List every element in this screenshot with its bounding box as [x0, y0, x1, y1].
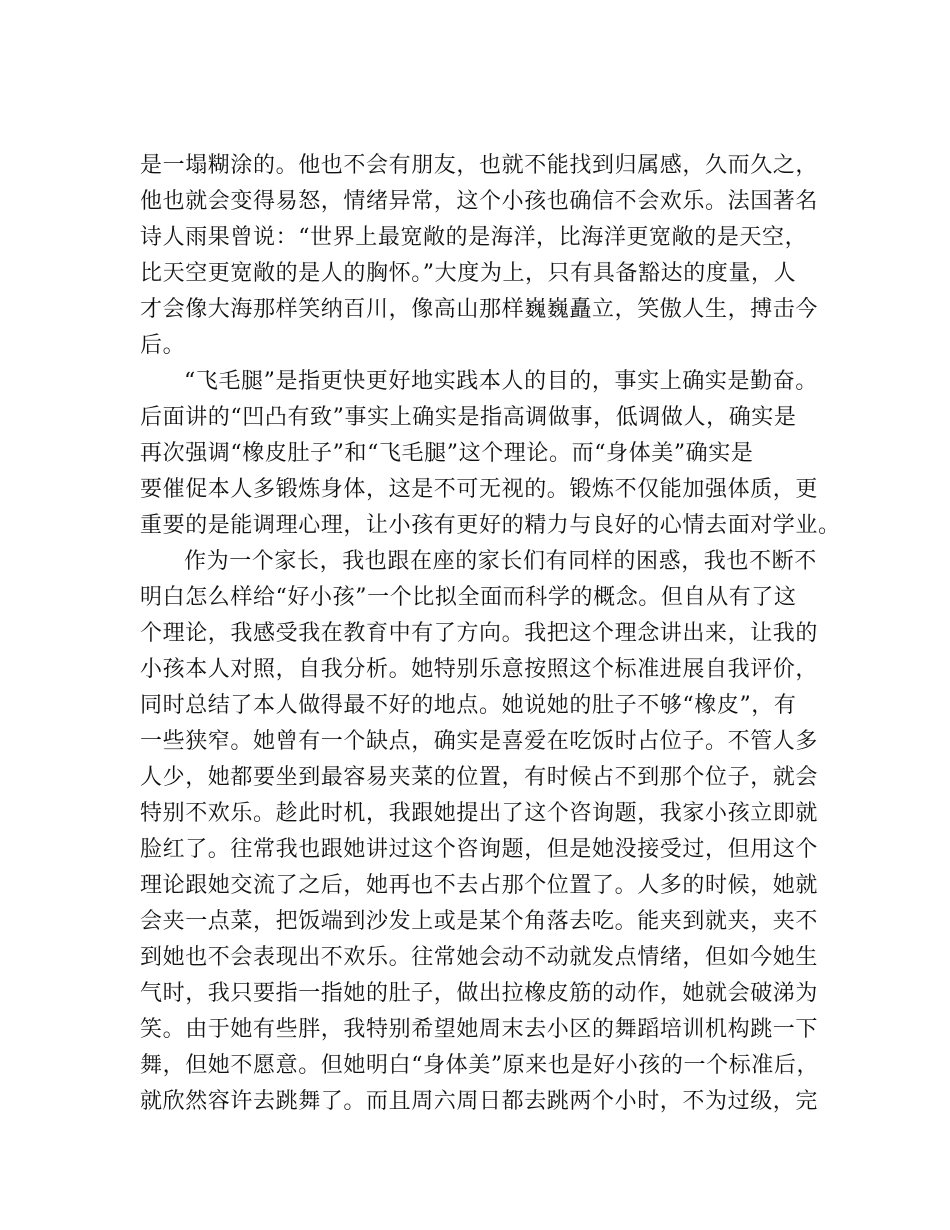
text-line: 个理论，我感受我在教育中有了方向。我把这个理念讲出来，让我的 — [140, 621, 819, 646]
text-line: 重要的是能调理心理，让小孩有更好的精力与良好的心情去面对学业。 — [140, 513, 841, 538]
paragraph-first-line: “飞毛腿”是指更快更好地实践本人的目的，事实上确实是勤奋。 — [184, 369, 818, 394]
text-line: 明白怎么样给“好小孩”一个比拟全面而科学的概念。但自从有了这 — [140, 585, 797, 610]
text-line: 再次强调“橡皮肚子”和“飞毛腿”这个理论。而“身体美”确实是 — [140, 441, 754, 466]
text-line: 气时，我只要指一指她的肚子，做出拉橡皮筋的动作，她就会破涕为 — [140, 981, 819, 1006]
text-line: 小孩本人对照，自我分析。她特别乐意按照这个标准进展自我评价， — [140, 657, 819, 682]
text-line: 人少，她都要坐到最容易夹菜的位置，有时候占不到那个位子，就会 — [140, 765, 819, 790]
text-line: 笑。由于她有些胖，我特别希望她周末去小区的舞蹈培训机构跳一下 — [140, 1017, 819, 1042]
text-line: 同时总结了本人做得最不好的地点。她说她的肚子不够“橡皮”，有 — [140, 693, 797, 718]
text-line: 特别不欢乐。趁此时机，我跟她提出了这个咨询题，我家小孩立即就 — [140, 801, 819, 826]
text-line: 后。 — [140, 333, 186, 358]
text-line: 要催促本人多锻炼身体，这是不可无视的。锻炼不仅能加强体质，更 — [140, 477, 819, 502]
text-line: 比天空更宽敞的是人的胸怀。”大度为上，只有具备豁达的度量，人 — [140, 261, 797, 286]
text-line: 一些狭窄。她曾有一个缺点，确实是喜爱在吃饭时占位子。不管人多 — [140, 729, 819, 754]
text-line: 舞，但她不愿意。但她明白“身体美”原来也是好小孩的一个标准后， — [140, 1053, 820, 1078]
text-line: 到她也不会表现出不欢乐。往常她会动不动就发点情绪，但如今她生 — [140, 945, 819, 970]
text-line: 脸红了。往常我也跟她讲过这个咨询题，但是她没接受过，但用这个 — [140, 837, 819, 862]
text-line: 诗人雨果曾说：“世界上最宽敞的是海洋，比海洋更宽敞的是天空， — [140, 225, 808, 250]
text-line: 才会像大海那样笑纳百川，像高山那样巍巍矗立，笑傲人生，搏击今 — [140, 297, 819, 322]
paragraph-first-line: 作为一个家长，我也跟在座的家长们有同样的困惑，我也不断不 — [184, 549, 817, 574]
text-line: 理论跟她交流了之后，她再也不去占那个位置了。人多的时候，她就 — [140, 873, 819, 898]
text-line: 是一塌糊涂的。他也不会有朋友，也就不能找到归属感，久而久之， — [140, 153, 819, 178]
text-line: 后面讲的“凹凸有致”事实上确实是指高调做事，低调做人，确实是 — [140, 405, 797, 430]
text-line: 会夹一点菜，把饭端到沙发上或是某个角落去吃。能夹到就夹，夹不 — [140, 909, 819, 934]
text-line: 就欣然容许去跳舞了。而且周六周日都去跳两个小时，不为过级，完 — [140, 1089, 819, 1114]
text-line: 他也就会变得易怒，情绪异常，这个小孩也确信不会欢乐。法国著名 — [140, 189, 819, 214]
